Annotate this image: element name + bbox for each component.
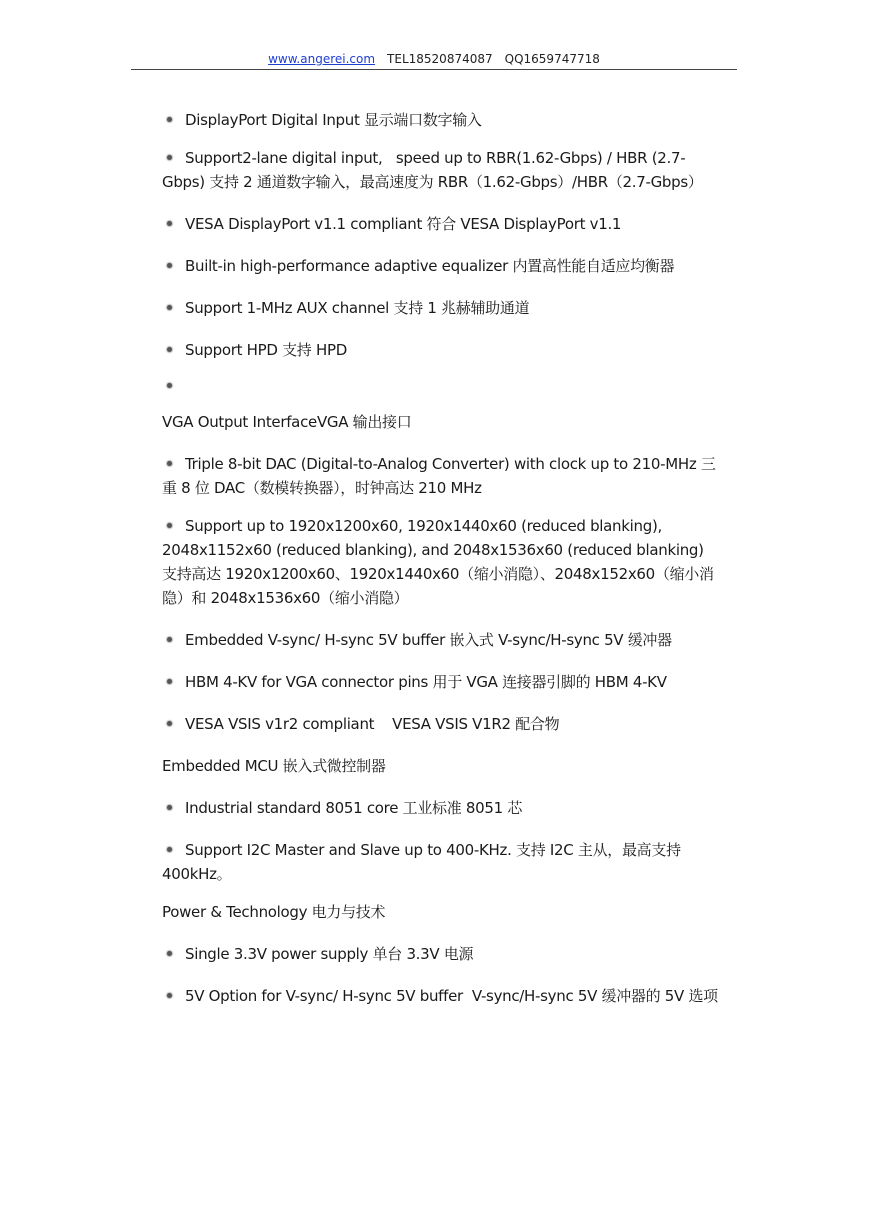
bullet-paragraph	[162, 942, 722, 966]
bullet-icon	[167, 117, 172, 122]
section-heading	[162, 754, 722, 778]
bullet-paragraph	[162, 712, 722, 736]
bullet-icon	[167, 847, 172, 852]
bullet-icon	[167, 637, 172, 642]
bullet-paragraph	[162, 254, 722, 278]
bullet-icon	[167, 155, 172, 160]
paragraph-text: Embedded V-sync/ H-sync 5V buffer 嵌入式 V-sync/H-sync 5V 缓冲器	[185, 631, 672, 649]
bullet-paragraph	[162, 338, 722, 362]
website-link[interactable]: www.angerei.com	[268, 52, 376, 66]
paragraph-text: Support2-lane digital input, speed up to RBR(1.62-Gbps) / HBR (2.7-Gbps) 支持 2 通道数字输入，最高速度为 RBR（1.62-Gbps）/HBR（2.7-Gbps）	[162, 149, 703, 191]
bullet-paragraph	[162, 670, 722, 694]
header-tel: TEL18520874087	[387, 52, 493, 66]
section-heading	[162, 900, 722, 924]
paragraph-text: VGA Output InterfaceVGA 输出接口	[162, 413, 412, 431]
bullet-icon	[167, 523, 172, 528]
bullet-icon	[167, 993, 172, 998]
bullet-icon	[167, 461, 172, 466]
bullet-paragraph	[162, 514, 722, 610]
bullet-icon	[167, 383, 172, 388]
bullet-icon	[167, 721, 172, 726]
bullet-paragraph	[162, 452, 722, 500]
bullet-paragraph	[162, 374, 722, 398]
bullet-icon	[167, 951, 172, 956]
bullet-icon	[167, 347, 172, 352]
bullet-paragraph	[162, 984, 722, 1008]
paragraph-text: Triple 8-bit DAC (Digital-to-Analog Converter) with clock up to 210-MHz 三重 8 位 DAC（数模转换器），时钟高达 210 MHz	[162, 455, 716, 497]
paragraph-text: Support I2C Master and Slave up to 400-KHz. 支持 I2C 主从，最高支持 400kHz。	[162, 841, 686, 883]
page-header	[131, 50, 737, 70]
paragraph-text: DisplayPort Digital Input 显示端口数字输入	[185, 111, 482, 129]
bullet-paragraph	[162, 296, 722, 320]
bullet-icon	[167, 263, 172, 268]
header-qq: QQ1659747718	[504, 52, 600, 66]
paragraph-text: 5V Option for V-sync/ H-sync 5V buffer V-sync/H-sync 5V 缓冲器的 5V 选项	[185, 987, 718, 1005]
paragraph-text: HBM 4-KV for VGA connector pins 用于 VGA 连接器引脚的 HBM 4-KV	[185, 673, 667, 691]
bullet-paragraph	[162, 108, 722, 132]
paragraph-text: Embedded MCU 嵌入式微控制器	[162, 757, 386, 775]
paragraph-text: Power & Technology 电力与技术	[162, 903, 386, 921]
bullet-icon	[167, 221, 172, 226]
paragraph-text: Single 3.3V power supply 单台 3.3V 电源	[185, 945, 474, 963]
bullet-icon	[167, 805, 172, 810]
bullet-paragraph	[162, 628, 722, 652]
bullet-icon	[167, 679, 172, 684]
bullet-icon	[167, 305, 172, 310]
bullet-paragraph	[162, 146, 722, 194]
document-body	[162, 108, 722, 1008]
paragraph-text: Support 1-MHz AUX channel 支持 1 兆赫辅助通道	[185, 299, 530, 317]
paragraph-text: Industrial standard 8051 core 工业标准 8051 芯	[185, 799, 523, 817]
bullet-paragraph	[162, 212, 722, 236]
paragraph-text: Support HPD 支持 HPD	[185, 341, 347, 359]
bullet-paragraph	[162, 796, 722, 820]
paragraph-text: VESA VSIS v1r2 compliant VESA VSIS V1R2 配合物	[185, 715, 560, 733]
paragraph-text: Built-in high-performance adaptive equalizer 内置高性能自适应均衡器	[185, 257, 675, 275]
paragraph-text: VESA DisplayPort v1.1 compliant 符合 VESA DisplayPort v1.1	[185, 215, 622, 233]
paragraph-text: Support up to 1920x1200x60, 1920x1440x60 (reduced blanking), 2048x1152x60 (reduced blanking), and 2048x1536x60 (reduced blanking) 支持高达 1920x1200x60、1920x1440x60（缩小消隐）、2048x152x60（缩小消隐）和 2048x1536x60（缩小消隐）	[162, 517, 714, 607]
section-heading	[162, 410, 722, 434]
bullet-paragraph	[162, 838, 722, 886]
